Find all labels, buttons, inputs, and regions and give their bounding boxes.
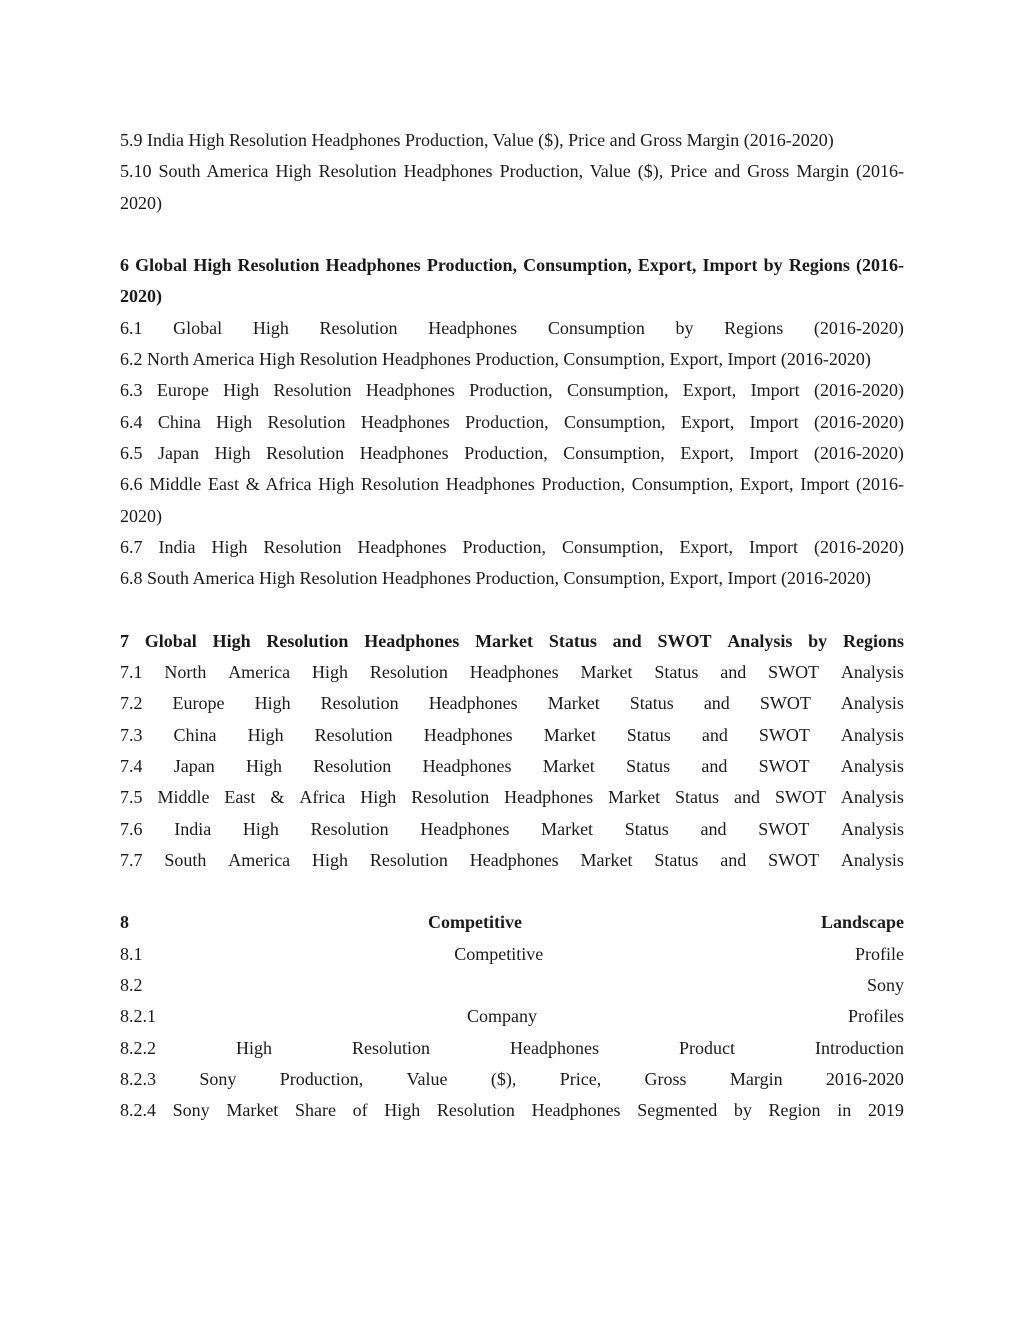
toc-word: 8.2 <box>120 975 143 996</box>
toc-word: Status <box>675 787 720 808</box>
toc-entry-7-2 <box>120 688 904 719</box>
toc-word: Market <box>542 755 595 776</box>
toc-word: High <box>360 787 397 808</box>
toc-word: Analysis <box>840 724 904 745</box>
toc-word: High <box>312 849 349 870</box>
toc-word: Analysis <box>840 818 904 839</box>
toc-word: Consumption, <box>563 442 665 463</box>
toc-word: (2016-2020) <box>814 536 904 557</box>
toc-word: and <box>703 693 730 714</box>
toc-word: and <box>701 755 728 776</box>
toc-word: 8.2.3 <box>120 1068 156 1089</box>
toc-entry-5-10: 5.10 South America High Resolution Headphones Production, Value ($), Price and Gross Margin (2016-2020) <box>120 161 904 213</box>
toc-word: Consumption, <box>566 380 669 401</box>
toc-word: Headphones <box>422 755 512 776</box>
toc-entry-6-8: 6.8 South America High Resolution Headphones Production, Consumption, Export, Import (2016-2020) <box>120 568 871 589</box>
toc-word: Sony <box>172 1100 210 1121</box>
toc-word: Analysis <box>840 693 904 714</box>
toc-word: 7.5 <box>120 787 143 808</box>
toc-word: Global <box>144 630 197 651</box>
toc-word: Analysis <box>840 662 904 683</box>
toc-word: Region <box>768 1100 821 1121</box>
toc-word: SWOT <box>759 693 811 714</box>
toc-word: High <box>212 630 251 651</box>
toc-word: Price, <box>559 1068 602 1089</box>
toc-word: Resolution <box>267 411 346 432</box>
toc-word: Product <box>679 1037 735 1058</box>
toc-entry-7-7 <box>120 845 904 876</box>
toc-word: SWOT <box>768 662 820 683</box>
toc-word: Market <box>541 818 594 839</box>
toc-word: (2016-2020) <box>813 317 904 338</box>
toc-entry-6-5 <box>120 438 904 469</box>
toc-word: 2016-2020 <box>825 1068 904 1089</box>
toc-word: Global <box>173 317 223 338</box>
toc-word: and <box>701 724 728 745</box>
toc-word: and <box>720 849 747 870</box>
toc-word: Status <box>654 662 699 683</box>
toc-word: and <box>734 787 761 808</box>
toc-word: 6.1 <box>120 317 143 338</box>
toc-word: 8 <box>120 912 129 933</box>
toc-entry-8-2-4 <box>120 1095 904 1126</box>
toc-word: Share <box>294 1100 336 1121</box>
toc-word: Resolution <box>320 693 399 714</box>
spacer <box>120 219 904 250</box>
toc-word: SWOT <box>657 630 712 651</box>
toc-word: (2016-2020) <box>813 442 904 463</box>
toc-word: South <box>164 849 207 870</box>
toc-word: Headphones <box>531 1100 621 1121</box>
toc-word: Resolution <box>310 818 389 839</box>
toc-word: 8.2.1 <box>120 1006 156 1027</box>
document-page <box>120 125 904 1127</box>
toc-word: Profiles <box>848 1006 904 1027</box>
toc-word: Import <box>749 442 799 463</box>
toc-entry-7-3 <box>120 720 904 751</box>
toc-word: Sony <box>199 1068 237 1089</box>
toc-word: High <box>246 755 283 776</box>
toc-word: Headphones <box>423 724 513 745</box>
toc-word: Analysis <box>727 630 793 651</box>
toc-word: Europe <box>156 380 209 401</box>
toc-word: Gross <box>644 1068 687 1089</box>
toc-word: High <box>252 317 289 338</box>
toc-word: Analysis <box>840 849 904 870</box>
toc-word: 8.2.4 <box>120 1100 156 1121</box>
toc-word: Resolution <box>263 536 342 557</box>
toc-word: 6.4 <box>120 411 143 432</box>
toc-entry-7-4 <box>120 751 904 782</box>
toc-word: Headphones <box>504 787 594 808</box>
toc-word: Headphones <box>510 1037 599 1058</box>
toc-entry-6-1 <box>120 313 904 344</box>
toc-word: High <box>247 724 284 745</box>
toc-entry-5-9: 5.9 India High Resolution Headphones Production, Value ($), Price and Gross Margin (2016-2020) <box>120 130 834 150</box>
toc-word: Import <box>749 536 798 557</box>
toc-entry-8-2 <box>120 970 904 1001</box>
toc-entry-8-1 <box>120 939 904 970</box>
toc-word: Status <box>629 693 674 714</box>
toc-word: Headphones <box>357 536 447 557</box>
toc-word: Resolution <box>352 1037 431 1058</box>
toc-word: Resolution <box>436 1100 515 1121</box>
toc-word: Export, <box>682 380 737 401</box>
toc-word: Europe <box>172 693 225 714</box>
toc-word: Resolution <box>313 755 392 776</box>
toc-entry-7-6 <box>120 814 904 845</box>
toc-word: SWOT <box>758 818 810 839</box>
toc-word: Middle <box>157 787 210 808</box>
toc-word: Import <box>749 411 799 432</box>
toc-word: Import <box>750 380 800 401</box>
spacer <box>120 876 904 907</box>
toc-word: Introduction <box>815 1037 904 1058</box>
toc-entry-6-6: 6.6 Middle East & Africa High Resolution Headphones Production, Consumption, Export, Import (2016-2020) <box>120 474 904 526</box>
toc-word: SWOT <box>758 755 810 776</box>
toc-word: High <box>216 411 253 432</box>
toc-word: 6.3 <box>120 380 143 401</box>
toc-word: Resolution <box>266 630 349 651</box>
toc-word: Production, <box>465 411 549 432</box>
toc-word: Africa <box>299 787 346 808</box>
toc-word: Market <box>475 630 534 651</box>
toc-word: Competitive <box>454 943 544 964</box>
toc-word: High <box>223 380 260 401</box>
toc-word: Resolution <box>369 662 448 683</box>
toc-word: Status <box>626 755 671 776</box>
toc-word: Consumption <box>547 317 645 338</box>
toc-word: 8.2.2 <box>120 1037 156 1058</box>
toc-word: 7.6 <box>120 818 143 839</box>
toc-word: Consumption, <box>563 411 666 432</box>
toc-entry-6-4 <box>120 407 904 438</box>
toc-word: High <box>242 818 279 839</box>
toc-word: Resolution <box>411 787 490 808</box>
toc-word: East <box>224 787 256 808</box>
toc-word: Headphones <box>365 380 455 401</box>
toc-word: Market <box>226 1100 279 1121</box>
toc-word: by <box>675 317 694 338</box>
toc-word: Status <box>548 630 597 651</box>
toc-word: Profile <box>855 943 904 964</box>
toc-entry-8-2-1 <box>120 1001 904 1032</box>
toc-word: Japan <box>173 755 215 776</box>
toc-word: and <box>720 662 747 683</box>
toc-word: Company <box>467 1006 537 1027</box>
toc-word: Market <box>608 787 661 808</box>
toc-word: North <box>164 662 207 683</box>
toc-word: and <box>700 818 727 839</box>
toc-word: Headphones <box>360 411 450 432</box>
toc-word: Market <box>580 662 633 683</box>
toc-word: Export, <box>680 411 735 432</box>
toc-word: 6.5 <box>120 442 143 463</box>
toc-word: Headphones <box>428 693 518 714</box>
toc-word: Headphones <box>359 442 449 463</box>
toc-word: Regions <box>842 630 904 651</box>
section-heading-6: 6 Global High Resolution Headphones Production, Consumption, Export, Import by Regions (2016-2020) <box>120 255 904 307</box>
toc-word: Market <box>547 693 600 714</box>
toc-word: 7 <box>120 630 129 651</box>
toc-word: Headphones <box>364 630 460 651</box>
toc-word: (2016-2020) <box>813 411 904 432</box>
toc-word: by <box>733 1100 752 1121</box>
toc-entry-8-2-3 <box>120 1064 904 1095</box>
toc-word: Status <box>624 818 669 839</box>
toc-word: High <box>236 1037 272 1058</box>
toc-word: SWOT <box>768 849 820 870</box>
toc-word: Analysis <box>840 787 904 808</box>
toc-word: of <box>352 1100 368 1121</box>
section-heading-7 <box>120 626 904 657</box>
toc-word: 8.1 <box>120 943 143 964</box>
toc-word: Consumption, <box>561 536 664 557</box>
toc-word: Market <box>543 724 596 745</box>
toc-word: SWOT <box>774 787 826 808</box>
toc-word: Segmented <box>637 1100 718 1121</box>
toc-word: and <box>612 630 642 651</box>
toc-word: Status <box>654 849 699 870</box>
toc-word: Resolution <box>266 442 345 463</box>
toc-word: 2019 <box>867 1100 904 1121</box>
toc-word: Resolution <box>314 724 393 745</box>
toc-word: Landscape <box>820 912 904 933</box>
toc-word: Resolution <box>369 849 448 870</box>
toc-word: India <box>158 536 196 557</box>
toc-entry-7-5 <box>120 782 904 813</box>
toc-word: (2016-2020) <box>813 380 904 401</box>
toc-word: High <box>211 536 248 557</box>
toc-word: High <box>312 662 348 683</box>
toc-word: High <box>254 693 291 714</box>
toc-word: Sony <box>866 975 904 996</box>
toc-word: Headphones <box>428 317 518 338</box>
toc-word: Production, <box>464 442 548 463</box>
toc-word: High <box>214 442 251 463</box>
toc-word: in <box>837 1100 852 1121</box>
toc-word: 7.1 <box>120 662 143 683</box>
toc-word: Production, <box>279 1068 364 1089</box>
toc-word: China <box>173 724 217 745</box>
toc-entry-7-1 <box>120 657 904 688</box>
toc-word: SWOT <box>758 724 810 745</box>
toc-word: Production, <box>462 536 546 557</box>
toc-word: China <box>157 411 201 432</box>
toc-word: 7.2 <box>120 693 143 714</box>
toc-word: Export, <box>679 536 733 557</box>
toc-word: America <box>228 662 291 683</box>
toc-word: Headphones <box>420 818 510 839</box>
toc-entry-6-7 <box>120 532 904 563</box>
toc-word: 7.3 <box>120 724 143 745</box>
toc-word: India <box>174 818 212 839</box>
toc-word: Resolution <box>319 317 398 338</box>
toc-word: 7.7 <box>120 849 143 870</box>
toc-word: Export, <box>680 442 734 463</box>
toc-word: Market <box>580 849 633 870</box>
spacer <box>120 594 904 625</box>
toc-word: by <box>808 630 828 651</box>
toc-word: Production, <box>469 380 553 401</box>
section-heading-8 <box>120 907 904 938</box>
toc-word: Value <box>406 1068 448 1089</box>
toc-word: Competitive <box>427 912 522 933</box>
toc-word: 7.4 <box>120 755 143 776</box>
toc-entry-6-2: 6.2 North America High Resolution Headphones Production, Consumption, Export, Import (2016-2020) <box>120 349 871 370</box>
toc-word: Regions <box>724 317 784 338</box>
toc-word: Japan <box>158 442 200 463</box>
toc-word: Margin <box>729 1068 783 1089</box>
toc-word: Resolution <box>273 380 352 401</box>
toc-entry-6-3 <box>120 375 904 406</box>
toc-word: Headphones <box>469 849 559 870</box>
toc-word: 6.7 <box>120 536 143 557</box>
toc-word: Status <box>626 724 671 745</box>
toc-word: & <box>270 787 285 808</box>
toc-word: Headphones <box>469 662 559 683</box>
toc-word: ($), <box>490 1068 517 1089</box>
toc-word: America <box>228 849 291 870</box>
toc-entry-8-2-2 <box>120 1033 904 1064</box>
toc-word: High <box>384 1100 421 1121</box>
toc-word: Analysis <box>840 755 904 776</box>
